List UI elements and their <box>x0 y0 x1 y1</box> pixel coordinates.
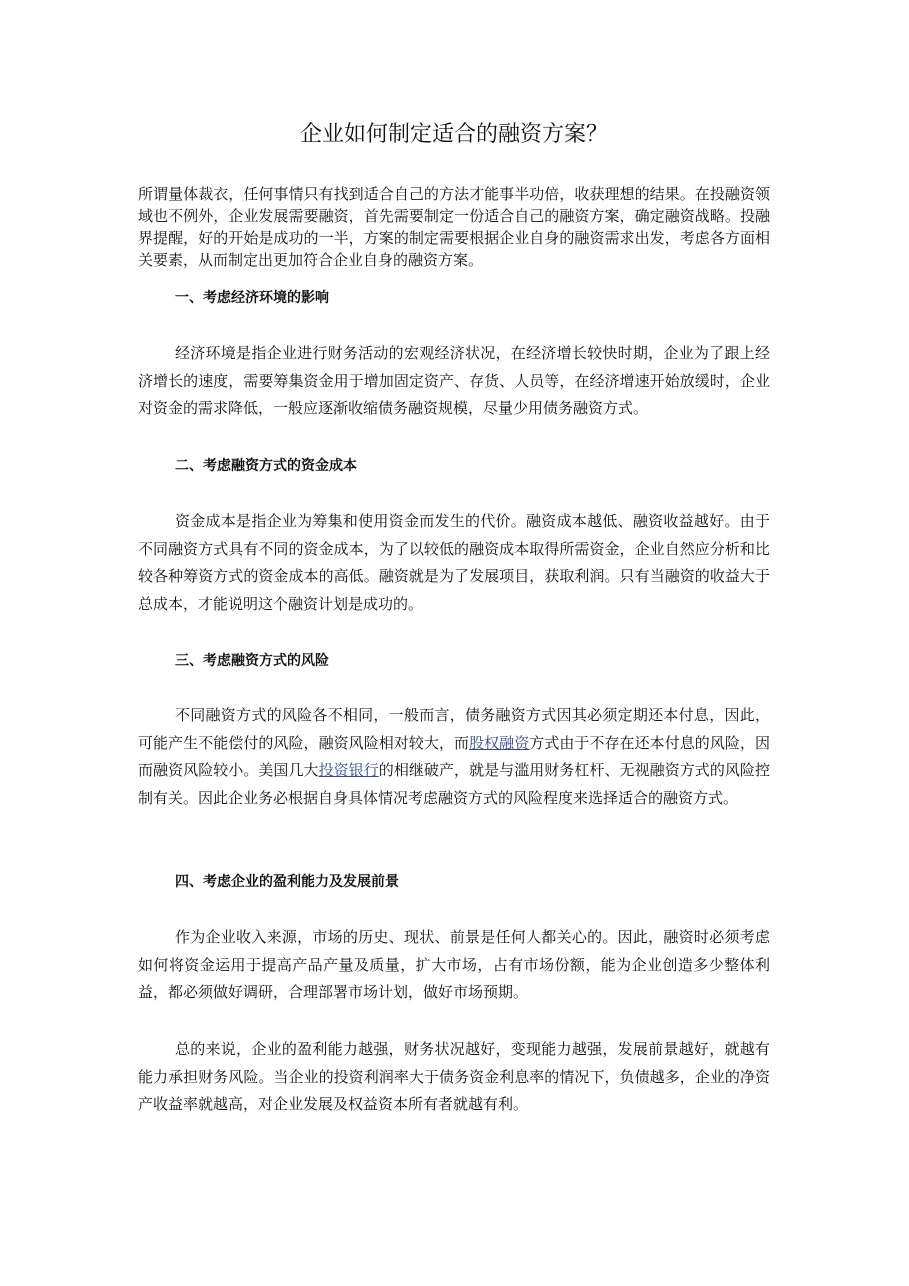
closing-paragraph: 总的来说，企业的盈利能力越强，财务状况越好，变现能力越强，发展前景越好，就越有能力承担财务风险。当企业的投资利润率大于债务资金利息率的情况下，负债越多，企业的净资产收益率就越高，对企业发展及权益资本所有者就越有利。 <box>138 1040 770 1113</box>
intro-paragraph: 所谓量体裁衣，任何事情只有找到适合自己的方法才能事半功倍，收获理想的结果。在投融资领域也不例外，企业发展需要融资，首先需要制定一份适合自己的融资方案，确定融资战略。投融界提醒，好的开始是成功的一半，方案的制定需要根据企业自身的融资需求出发，考虑各方面相关要素，从而制定出更加符合企业自身的融资方案。 <box>138 185 770 269</box>
risk-text-part-2: 方式由于不存在还本付息的风险，因而融资风险较小。美国几大 <box>138 733 770 779</box>
section-heading-economic-environment: 一、考虑经济环境的影响 <box>175 290 329 306</box>
section-heading-capital-cost: 二、考虑融资方式的资金成本 <box>175 458 357 474</box>
section-paragraph-financing-risk <box>138 702 770 812</box>
page-title: 企业如何制定适合的融资方案？ <box>299 122 608 147</box>
equity-financing-link[interactable]: 股权融资 <box>469 733 530 752</box>
risk-text-part-1: 不同融资方式的风险各不相同，一般而言，债务融资方式因其必须定期还本付息，因此，可能产生不能偿付的风险，融资风险相对较大，而 <box>138 706 770 752</box>
section-paragraph-economic-environment: 经济环境是指企业进行财务活动的宏观经济状况，在经济增长较快时期，企业为了跟上经济增长的速度，需要筹集资金用于增加固定资产、存货、人员等，在经济增速开始放缓时，企业对资金的需求降低，一般应逐渐收缩债务融资规模，尽量少用债务融资方式。 <box>138 344 770 417</box>
section-paragraph-capital-cost: 资金成本是指企业为筹集和使用资金而发生的代价。融资成本越低、融资收益越好。由于不同融资方式具有不同的资金成本，为了以较低的融资成本取得所需资金，企业自然应分析和比较各种筹资方式的资金成本的高低。融资就是为了发展项目，获取利润。只有当融资的收益大于总成本，才能说明这个融资计划是成功的。 <box>138 512 770 613</box>
risk-text-part-3: 的相继破产，就是与滥用财务杠杆、无视融资方式的风险控制有关。因此企业务必根据自身具体情况考虑融资方式的风险程度来选择适合的融资方式。 <box>138 761 770 807</box>
section-heading-profitability: 四、考虑企业的盈利能力及发展前景 <box>175 874 399 890</box>
section-heading-financing-risk: 三、考虑融资方式的风险 <box>175 653 329 669</box>
section-paragraph-profitability: 作为企业收入来源，市场的历史、现状、前景是任何人都关心的。因此，融资时必须考虑如何将资金运用于提高产品产量及质量，扩大市场，占有市场份额，能为企业创造多少整体利益，都必须做好调研，合理部署市场计划，做好市场预期。 <box>138 928 770 1001</box>
investment-bank-link[interactable]: 投资银行 <box>318 761 379 779</box>
